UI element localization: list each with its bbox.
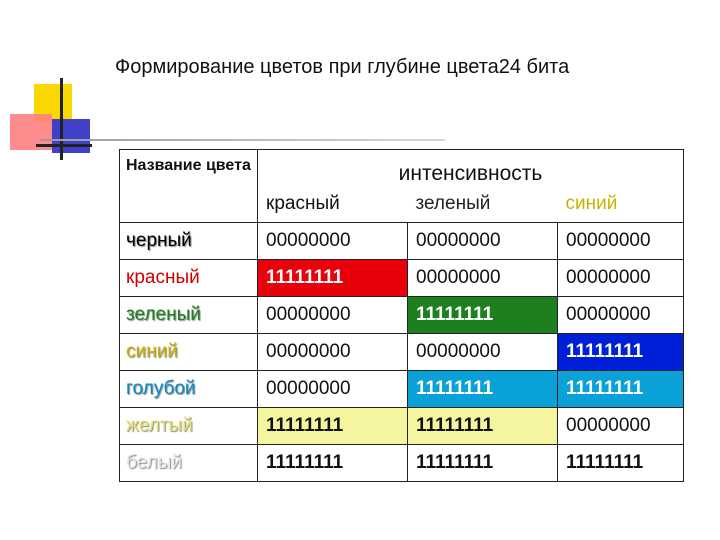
row-name-green: зеленый: [120, 296, 258, 333]
row-name-black: черный: [120, 222, 258, 259]
value-cell: 00000000: [558, 407, 684, 444]
table-row: [120, 444, 684, 481]
table-row: [120, 296, 684, 333]
title-underline: [40, 139, 445, 141]
corner-decoration: [0, 0, 110, 170]
channel-header-blue: синий: [558, 186, 684, 222]
value-cell-yellow: 11111111: [258, 407, 408, 444]
color-table: [119, 149, 684, 482]
row-name-cyan: голубой: [120, 370, 258, 407]
value-cell: 00000000: [408, 222, 558, 259]
value-cell: 00000000: [408, 333, 558, 370]
value-cell-white: 11111111: [558, 444, 684, 481]
value-cell: 00000000: [258, 370, 408, 407]
vertical-line: [60, 78, 63, 160]
row-name-blue: синий: [120, 333, 258, 370]
page-title: Формирование цветов при глубине цвета24 бита: [115, 56, 570, 78]
value-cell-cyan: 11111111: [408, 370, 558, 407]
value-cell-white: 11111111: [258, 444, 408, 481]
value-cell: 00000000: [558, 296, 684, 333]
row-name-yellow: желтый: [120, 407, 258, 444]
value-cell: 00000000: [558, 259, 684, 296]
value-cell-red: 11111111: [258, 259, 408, 296]
row-name-red: красный: [120, 259, 258, 296]
value-cell-yellow: 11111111: [408, 407, 558, 444]
value-cell: 00000000: [408, 259, 558, 296]
row-name-white: белый: [120, 444, 258, 481]
value-cell: 00000000: [258, 222, 408, 259]
channel-header-green: зеленый: [408, 186, 558, 222]
value-cell: 00000000: [258, 296, 408, 333]
horizontal-line: [36, 144, 92, 147]
value-cell-blue: 11111111: [558, 333, 684, 370]
table-row: [120, 259, 684, 296]
intensity-header: интенсивность: [258, 150, 684, 187]
value-cell-white: 11111111: [408, 444, 558, 481]
value-cell-cyan: 11111111: [558, 370, 684, 407]
name-column-header: Название цвета: [120, 150, 258, 223]
table-row: [120, 222, 684, 259]
table-header-row: [120, 150, 684, 187]
table-row: [120, 333, 684, 370]
channel-header-red: красный: [258, 186, 408, 222]
value-cell: 00000000: [258, 333, 408, 370]
table-row: [120, 370, 684, 407]
table-row: [120, 407, 684, 444]
blue-square: [52, 119, 90, 153]
value-cell-green: 11111111: [408, 296, 558, 333]
value-cell: 00000000: [558, 222, 684, 259]
